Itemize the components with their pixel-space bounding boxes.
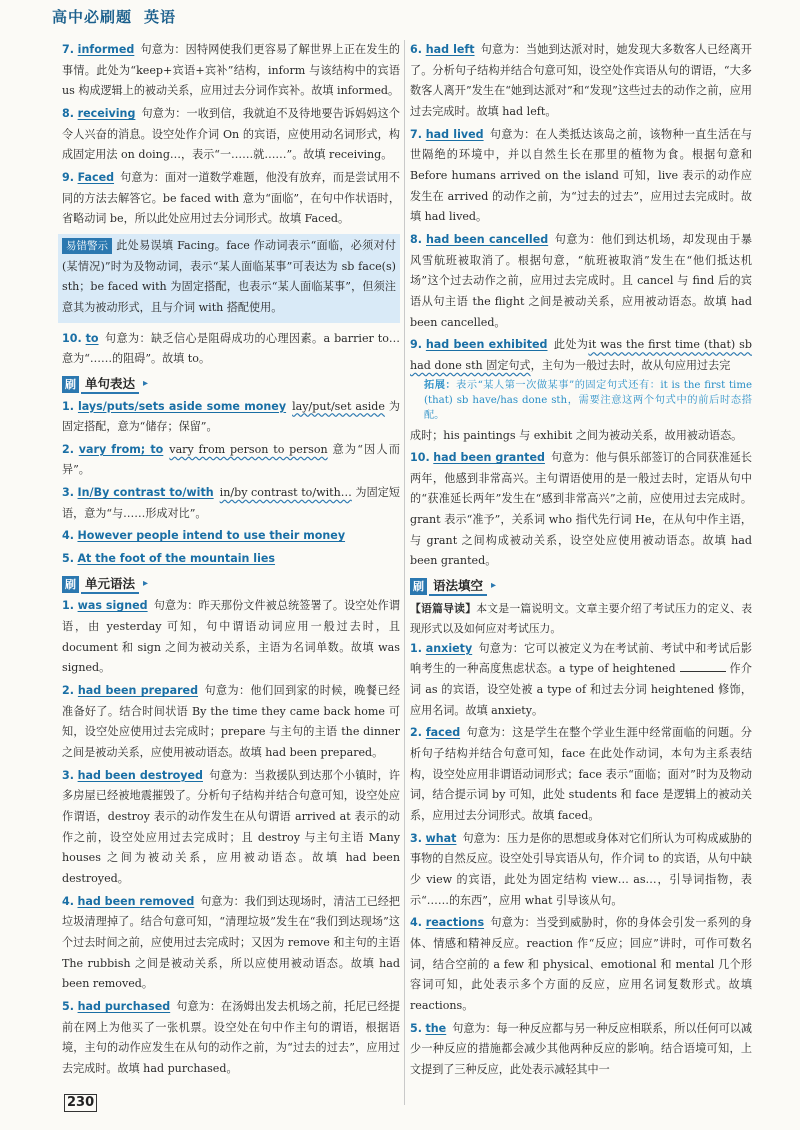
expand-icon: 拓展： (424, 378, 457, 391)
column-divider (404, 40, 405, 1105)
section-heading: 刷 单元语法 ▸ (62, 574, 400, 595)
phrase-item: 4. However people intend to use their money (62, 529, 346, 543)
brush-badge-icon: 刷 (62, 576, 79, 593)
phrase-item: 3. In/By contrast to/with in/by contrast to/with… 为固定短语，意为“与……形成对比”。 (62, 486, 400, 520)
blank-line (680, 660, 726, 672)
arrow-icon: ▸ (491, 580, 497, 592)
answer-item: 5. the 句意为：每一种反应都与另一种反应相联系，所以任何可以减少一种反应的措施都会减少其他两种反应的影响。结合语境可知，上文提到了三种反应，此处表示减轻其中一 (410, 1021, 752, 1076)
answer-item: 7. informed 句意为：因特网使我们更容易了解世界上正在发生的事情。此处为“keep+宾语+宾补”结构，inform 与该结构中的宾语 us 构成逻辑上的被动关系，应用过去分词作宾补。故填 informed。 (62, 43, 400, 98)
answer-text: Faced (77, 170, 115, 184)
page-header (52, 6, 176, 34)
answer-item: 1. anxiety 句意为：它可以被定义为在考试前、考试中和考试后影响考生的一种高度焦虑状态。a type of heightened 作介词 as 的宾语，设空处被 a type of 和过去分词 heightened 修饰，应用名词。故填 anxiety。 (410, 641, 752, 717)
answer-item: 2. faced 句意为：这是学生在整个学业生涯中经常面临的问题。分析句子结构并结合句意可知，face 在此处作动词，本句为主系表结构，设空处应用非谓语动词形式；face 表示“面临；面对”时为及物动词，结合提示词 by 可知，此处 students 和 face 是逻辑上的被动关系，应用过去分词形式。故填 faced。 (410, 726, 752, 822)
phrase-item: 2. vary from; to vary from person to person 意为“因人而异”。 (62, 442, 401, 477)
fixed-pattern: it was the first time (that) sb had done sth 固定句式 (410, 338, 752, 372)
right-column (410, 40, 752, 1083)
answer-item: 3. what 句意为：压力是你的思想或身体对它们所认为可构成威胁的事物的自然反应。设空处引导宾语从句，作介词 to 的宾语，从句中缺少 view 的宾语，此处为固定结构 view… as…，引导词指物，表示“……的东西”，应用 what 引导该从句。 (410, 831, 752, 907)
answer-item: 4. had been removed 句意为：我们到达现场时，清洁工已经把垃圾清理掉了。结合句意可知，“清理垃圾”发生在“我们到达现场”这个过去时间之前，应使用过去完成时；又因为 remove 和主句的主语 The rubbish 之间是被动关系，所以应使用被动语态。故填 had been removed。 (62, 894, 400, 991)
section-heading: 刷 单句表达 ▸ (62, 374, 400, 395)
brush-badge-icon: 刷 (62, 376, 79, 393)
arrow-icon: ▸ (143, 577, 149, 589)
answer-item: 4. reactions 句意为：当受到威胁时，你的身体会引发一系列的身体、情感和精神反应。reaction 作“反应；回应”讲时，可作可数名词，结合空前的 a few 和 physical、emotional 和 mental 几个形容词可知，此处表示多个方面的反应，应用名词复数形式。故填 reactions。 (410, 916, 752, 1012)
page-number: 230 (64, 1094, 97, 1112)
book-title: 高中必刷题 (52, 8, 133, 26)
phrase-item: 5. At the foot of the mountain lies (62, 552, 276, 566)
expansion-note: 拓展：表示“某人第一次做某事”的固定句式还有：it is the first time (that) sb have/has done sth，需要注意这两个句式中的前后时态搭配。 (424, 378, 753, 421)
phrase-item: 1. lays/puts/sets aside some money lay/put/set aside 为固定搭配，意为“储存；保留”。 (62, 399, 401, 434)
answer-item: 10. to 句意为：缺乏信心是阻碍成功的心理因素。a barrier to… 意为“……的阻碍”。故填 to。 (62, 331, 400, 366)
answer-item: 8. receiving 句意为：一收到信，我就迫不及待地要告诉妈妈这个令人兴奋的消息。设空处作介词 On 的宾语，应使用动名词形式，构成固定用法 on doing…，表示“一……就……”。故填 receiving。 (62, 106, 400, 162)
left-column (62, 40, 400, 1082)
answer-item: 6. had left 句意为：当她到达派对时，她发现大多数客人已经离开了。分析句子结构并结合句意可知，设空处作宾语从句的谓语，“大多数客人离开”发生在“她到达派对”和“发现”这些过去的动作之前，应用过去完成时。故填 had left。 (410, 43, 752, 118)
answer-item: 2. had been prepared 句意为：他们回到家的时候，晚餐已经准备好了。结合时间状语 By the time they came back home 可知，设空处应使用过去完成时；prepare 与主句的主语 the dinner 之间是被动关系，应使用被动语态。故填 had been prepared。 (62, 684, 400, 759)
answer-item: 9. had been exhibited 此处为it was the first time (that) sb had done sth 固定句式，主句为一般过去时，故从句应用过去完 拓展：表示“某人第一次做某事”的固定句式还有：it is the first time (that) sb have/has done sth，需要注意这两个句式中的前后时态搭配。 成时；his paintings 与 exhibit 之间为被动关系，故用被动语态。 (410, 338, 753, 442)
error-warning-box: 易错警示 此处易误填 Facing。face 作动词表示“面临，必须对付(某情况)”时为及物动词，表示“某人面临某事”可表达为 sb face(s) sth；be faced with 为固定搭配，也表示“某人面临某事”，但须注意其为被动形式，且与介词 with 搭配使用。 (58, 234, 400, 323)
answer-item: 1. was signed 句意为：昨天那份文件被总统签署了。设空处作谓语，由 yesterday 可知，句中谓语动词应用一般过去时，且 document 和 sign 之间为被动关系，主语为名词单数。故填 was signed。 (62, 599, 400, 675)
warning-tag: 易错警示 (62, 238, 112, 254)
brush-badge-icon: 刷 (410, 578, 427, 595)
subject-title: 英语 (144, 8, 177, 26)
answer-text: receiving (77, 106, 136, 120)
answer-text: informed (77, 43, 135, 56)
answer-item: 5. had purchased 句意为：在汤姆出发去机场之前，托尼已经提前在网上为他买了一张机票。设空处在句中作主句的谓语，根据语境，主句的动作应发生在从句的动作之前，为“过去的过去”，应用过去完成时。故填 had purchased。 (62, 999, 400, 1075)
answer-item: 9. Faced 句意为：面对一道数学难题，他没有放弃，而是尝试用不同的方法去解答它。be faced with 意为“面临”，在句中作状语时，省略动词 be，所以此处应用过去分词形式。故填 Faced。 (62, 170, 400, 226)
passage-intro: 【语篇导读】本文是一篇说明文。文章主要介绍了考试压力的定义、表现形式以及如何应对考试压力。 (410, 601, 753, 635)
answer-text: to (85, 331, 99, 345)
arrow-icon: ▸ (143, 377, 149, 389)
answer-item: 3. had been destroyed 句意为：当救援队到达那个小镇时，许多房屋已经被地震摧毁了。分析句子结构并结合句意可知，设空处应作谓语，destroy 表示的动作发生在从句谓语 arrived at 表示的动作之前，设空处应用过去完成时；且 destroy 与主句主语 Many houses 之间为被动关系，应用被动语态。故填 had been destroyed。 (62, 768, 400, 885)
answer-item: 10. had been granted 句意为：他与俱乐部签订的合同获准延长两年，他感到非常高兴。主句谓语使用的是一般过去时，定语从句中的“获准延长两年”发生在“感到非常高兴”之前，应使用过去完成时。grant 表示“准予”，关系词 who 指代先行词 He，在从句中作主语，与 grant 之间构成被动关系，设空处应使用被动语态。故填 had been granted。 (410, 451, 752, 568)
answer-item: 7. had lived 句意为：在人类抵达该岛之前，该物种一直生活在与世隔绝的环境中，并以自然生长在那里的植物为食。根据句意和 Before humans arrived on the island 可知，live 表示的动作应发生在 arrived 的动作之前，为“过去的过去”，应用过去完成时。故填 had lived。 (410, 127, 752, 224)
answer-item: 8. had been cancelled 句意为：他们到达机场，却发现由于暴风雪航班被取消了。根据句意，“航班被取消”发生在“他们抵达机场”这个过去动作之前，应用过去完成时。且 cancel 与 find 后的宾语从句主语 the flight 之间是被动关系，应用被动语态。故填 had been cancelled。 (410, 232, 752, 329)
section-heading: 刷 语法填空 ▸ (410, 576, 752, 597)
